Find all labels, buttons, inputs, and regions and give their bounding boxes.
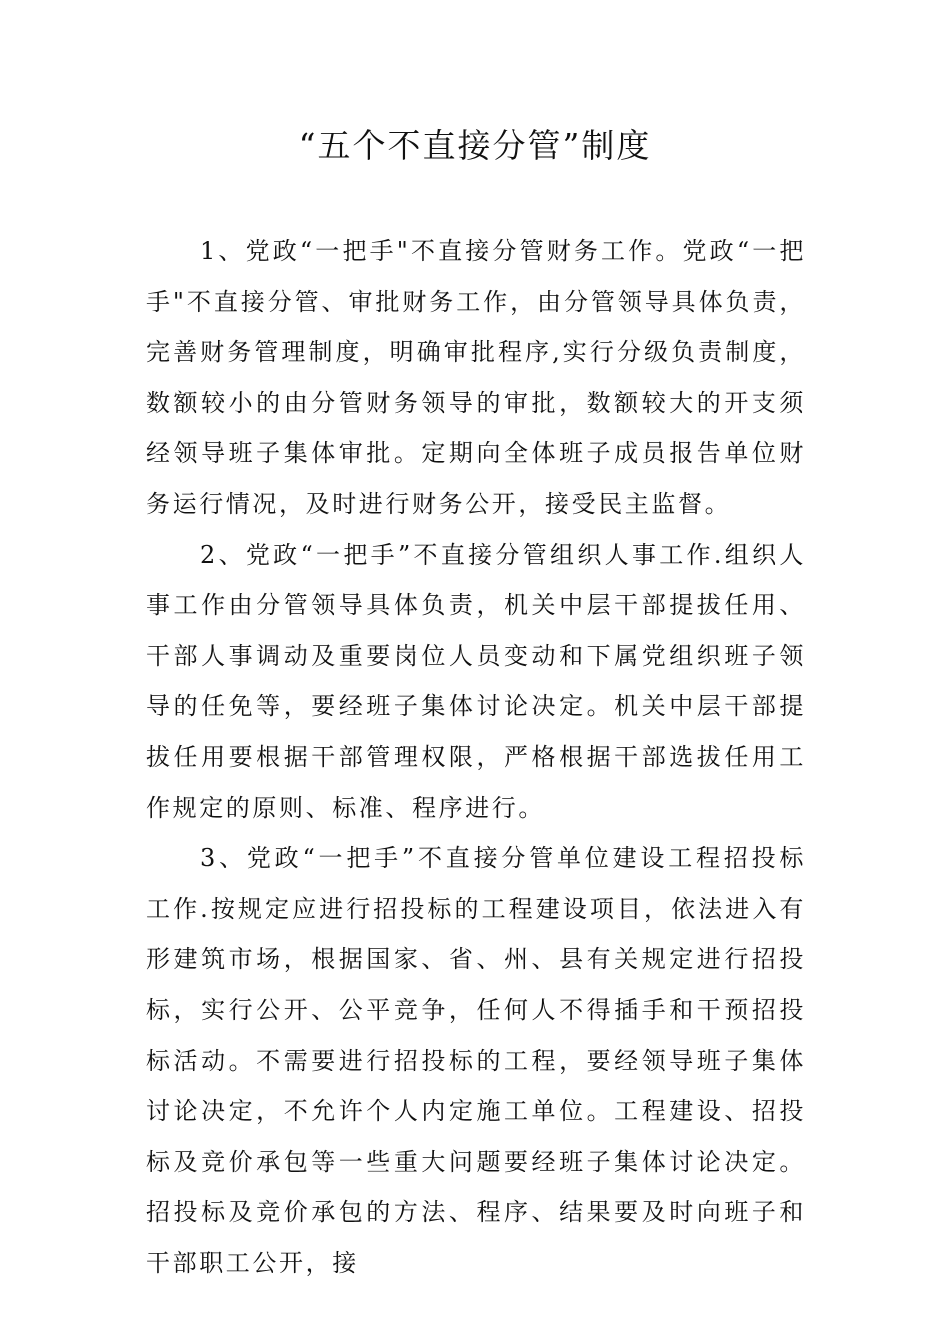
document-body — [146, 226, 806, 1288]
document-title: “五个不直接分管”制度 — [298, 126, 652, 165]
paragraph-personnel: 2、党政“一把手”不直接分管组织人事工作.组织人事工作由分管领导具体负责，机关中层干部提拔任用、干部人事调动及重要岗位人员变动和下属党组织班子领导的任免等，要经班子集体讨论决定。机关中层干部提拔任用要根据干部管理权限，严格根据干部选拔任用工作规定的原则、标准、程序进行。 — [146, 540, 806, 822]
paragraph-finance: 1、党政“一把手"不直接分管财务工作。党政“一把手"不直接分管、审批财务工作，由分管领导具体负责，完善财务管理制度，明确审批程序,实行分级负责制度，数额较小的由分管财务领导的审批，数额较大的开支须经领导班子集体审批。定期向全体班子成员报告单位财务运行情况，及时进行财务公开，接受民主监督。 — [146, 237, 806, 518]
paragraph-construction-bidding: 3、党政“一把手”不直接分管单位建设工程招投标工作.按规定应进行招投标的工程建设项目，依法进入有形建筑市场，根据国家、省、州、县有关规定进行招投标，实行公开、公平竞争，任何人不得插手和干预招投标活动。不需要进行招投标的工程，要经领导班子集体讨论决定，不允许个人内定施工单位。工程建设、招投标及竞价承包等一些重大问题要经班子集体讨论决定。招投标及竞价承包的方法、程序、结果要及时向班子和干部职工公开，接 — [146, 844, 806, 1277]
